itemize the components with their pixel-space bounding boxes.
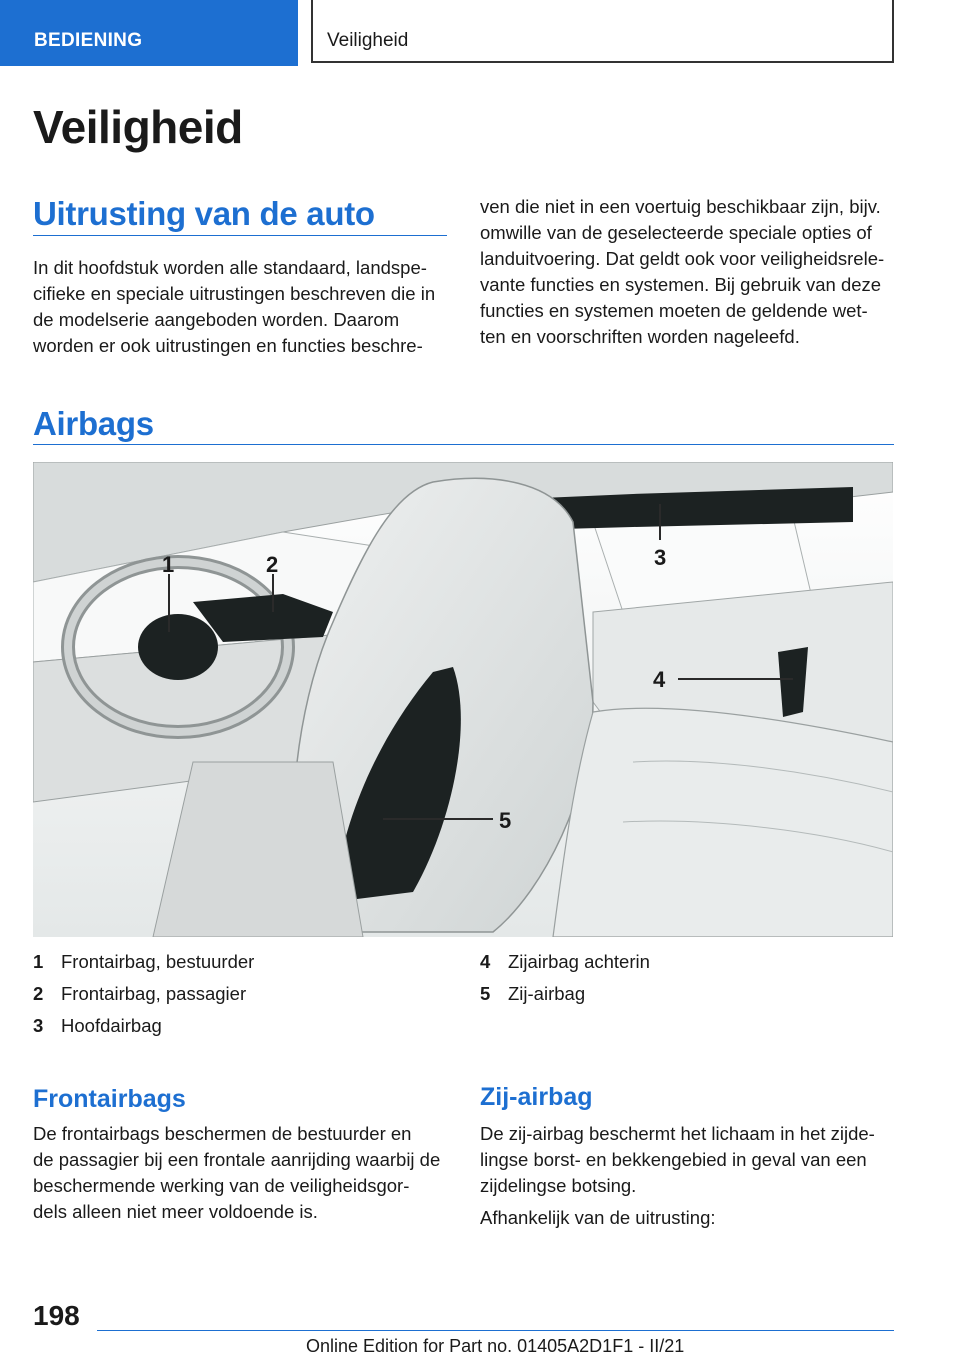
- page-number: 198: [33, 1300, 80, 1331]
- chapter-label: Veiligheid: [327, 30, 409, 51]
- equipment-rule: [33, 235, 447, 236]
- legend-item: 1 Frontairbag, bestuurder: [33, 951, 255, 972]
- legend-col2: [480, 946, 650, 1010]
- legend-item: 4 Zijairbag achterin: [480, 951, 650, 972]
- equipment-col2: ven die niet in een voertuig beschikbaar zijn, bijv. omwille van de geselecteerde speciale opties of landuitvoering. Dat geldt ook voor veiligheidsrele- vante functies en systemen. Bij gebruik van deze functies en systemen moeten de geldende wet- ten en voorschriften worden nageleefd.: [480, 196, 885, 347]
- legend-item: 5 Zij-airbag: [480, 983, 586, 1004]
- section-tab: [0, 0, 298, 66]
- callout-1: 1: [162, 552, 175, 577]
- legend-item: 2 Frontairbag, passagier: [33, 983, 247, 1004]
- frontairbags-heading: Frontairbags: [33, 1085, 186, 1113]
- callout-5: 5: [499, 808, 512, 833]
- section-label: BEDIENING: [34, 30, 143, 51]
- footer-edition: Online Edition for Part no. 01405A2D1F1 - II/21: [306, 1336, 685, 1356]
- zijairbag-heading: Zij-airbag: [480, 1083, 593, 1111]
- frontairbags-text: De frontairbags beschermen de bestuurder en de passagier bij een frontale aanrijding waarbij de beschermende werking van de veiligheidsgor- dels alleen niet meer voldoende is.: [33, 1123, 441, 1222]
- equipment-col1: In dit hoofdstuk worden alle standaard, landspe- cifieke en speciale uitrustingen beschreven die in de modelserie aangeboden worden. Daarom worden er ook uitrustingen en functies beschre-: [33, 257, 436, 356]
- zijairbag-note: Afhankelijk van de uitrusting:: [480, 1207, 716, 1228]
- car-interior-drawing: [33, 462, 893, 937]
- airbag-illustration: [33, 462, 893, 937]
- zijairbag-text: De zij-airbag beschermt het lichaam in het zijde- lingse borst- en bekkengebied in geval van een zijdelingse botsing.: [480, 1123, 875, 1196]
- callout-3: 3: [654, 545, 667, 570]
- legend-item: 3 Hoofdairbag: [33, 1015, 162, 1036]
- airbags-rule: [33, 444, 894, 445]
- chapter-header: [311, 0, 894, 63]
- callout-4: 4: [653, 667, 666, 692]
- footer-rule: [97, 1330, 894, 1331]
- callout-2: 2: [266, 552, 279, 577]
- equipment-heading: Uitrusting van de auto: [33, 195, 375, 232]
- airbag-1-shape: [138, 614, 218, 680]
- page-title: Veiligheid: [33, 101, 243, 153]
- airbags-heading: Airbags: [33, 405, 154, 442]
- legend-col1: [33, 946, 254, 1042]
